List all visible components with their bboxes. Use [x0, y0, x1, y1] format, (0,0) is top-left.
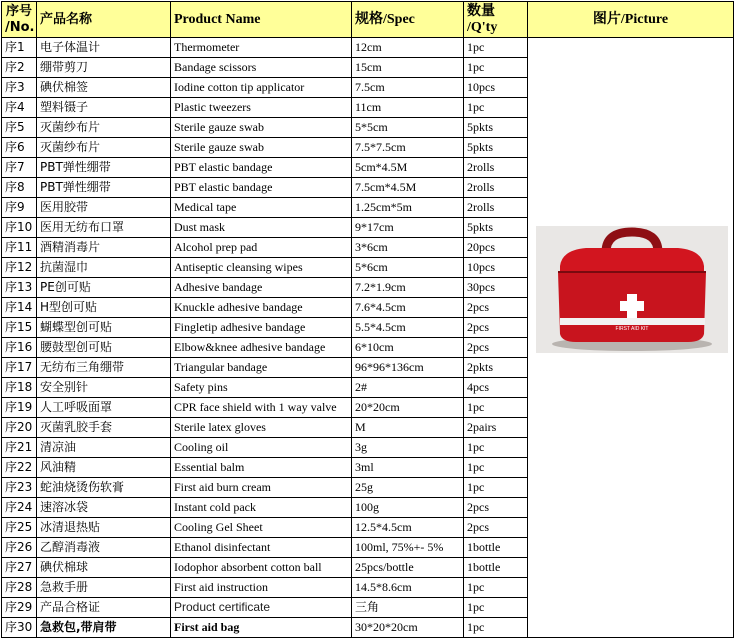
row-cn-name: 抗菌湿巾 [37, 258, 171, 278]
bag-label: FIRST AID KIT [615, 326, 649, 332]
row-spec: 7.5cm [352, 78, 464, 98]
row-spec: M [352, 418, 464, 438]
row-spec: 7.5*7.5cm [352, 138, 464, 158]
row-number: 序22 [2, 458, 37, 478]
row-qty: 10pcs [464, 258, 528, 278]
row-cn-name: 急救包,带肩带 [37, 618, 171, 638]
row-en-name: Dust mask [171, 218, 352, 238]
row-cn-name: H型创可贴 [37, 298, 171, 318]
row-number: 序8 [2, 178, 37, 198]
row-en-name: PBT elastic bandage [171, 158, 352, 178]
row-spec: 100g [352, 498, 464, 518]
row-qty: 1pc [464, 598, 528, 618]
row-qty: 1bottle [464, 538, 528, 558]
row-spec: 5*5cm [352, 118, 464, 138]
row-qty: 2rolls [464, 198, 528, 218]
row-qty: 10pcs [464, 78, 528, 98]
row-cn-name: 灭菌纱布片 [37, 118, 171, 138]
row-number: 序15 [2, 318, 37, 338]
row-qty: 1pc [464, 58, 528, 78]
row-en-name: Fingletip adhesive bandage [171, 318, 352, 338]
row-spec: 12cm [352, 38, 464, 58]
row-cn-name: 产品合格证 [37, 598, 171, 618]
row-number: 序1 [2, 38, 37, 58]
row-qty: 2pcs [464, 318, 528, 338]
row-cn-name: 清凉油 [37, 438, 171, 458]
row-qty: 1pc [464, 458, 528, 478]
row-qty: 5pkts [464, 138, 528, 158]
row-qty: 1pc [464, 98, 528, 118]
row-qty: 2rolls [464, 158, 528, 178]
row-number: 序9 [2, 198, 37, 218]
first-aid-bag-image [536, 226, 728, 353]
row-cn-name: 塑料镊子 [37, 98, 171, 118]
row-number: 序2 [2, 58, 37, 78]
row-number: 序25 [2, 518, 37, 538]
row-number: 序20 [2, 418, 37, 438]
row-cn-name: 灭菌乳胶手套 [37, 418, 171, 438]
table-row [2, 38, 734, 58]
row-cn-name: PBT弹性绷带 [37, 158, 171, 178]
row-number: 序30 [2, 618, 37, 638]
row-qty: 1pc [464, 478, 528, 498]
row-en-name: Sterile latex gloves [171, 418, 352, 438]
row-number: 序23 [2, 478, 37, 498]
row-qty: 2pairs [464, 418, 528, 438]
row-spec: 30*20*20cm [352, 618, 464, 638]
row-spec: 12.5*4.5cm [352, 518, 464, 538]
header-no-label: 序号 /No. [5, 3, 35, 35]
row-qty: 4pcs [464, 378, 528, 398]
row-en-name: First aid bag [171, 618, 352, 638]
row-qty: 2rolls [464, 178, 528, 198]
row-cn-name: 安全别针 [37, 378, 171, 398]
row-en-name: Iodophor absorbent cotton ball [171, 558, 352, 578]
row-en-name: Bandage scissors [171, 58, 352, 78]
row-en-name: First aid burn cream [171, 478, 352, 498]
row-number: 序11 [2, 238, 37, 258]
row-en-name: Ethanol disinfectant [171, 538, 352, 558]
row-qty: 2pcs [464, 298, 528, 318]
row-en-name: Cooling oil [171, 438, 352, 458]
row-number: 序5 [2, 118, 37, 138]
row-number: 序7 [2, 158, 37, 178]
row-cn-name: 速溶冰袋 [37, 498, 171, 518]
row-en-name: Plastic tweezers [171, 98, 352, 118]
table-header-row [2, 2, 734, 38]
row-spec: 7.6*4.5cm [352, 298, 464, 318]
row-en-name: Elbow&knee adhesive bandage [171, 338, 352, 358]
header-spec: 规格/Spec [352, 2, 464, 38]
row-qty: 30pcs [464, 278, 528, 298]
row-spec: 7.2*1.9cm [352, 278, 464, 298]
row-spec: 14.5*8.6cm [352, 578, 464, 598]
row-number: 序24 [2, 498, 37, 518]
row-en-name: Cooling Gel Sheet [171, 518, 352, 538]
row-qty: 1bottle [464, 558, 528, 578]
row-cn-name: 腰鼓型创可贴 [37, 338, 171, 358]
row-spec: 3g [352, 438, 464, 458]
row-spec: 三角 [352, 598, 464, 618]
header-qty [464, 2, 528, 38]
first-aid-bag-illustration [536, 226, 728, 353]
row-number: 序17 [2, 358, 37, 378]
row-en-name: Sterile gauze swab [171, 138, 352, 158]
row-en-name: Essential balm [171, 458, 352, 478]
row-en-name: Adhesive bandage [171, 278, 352, 298]
row-en-name: Medical tape [171, 198, 352, 218]
row-en-name: Knuckle adhesive bandage [171, 298, 352, 318]
row-spec: 3*6cm [352, 238, 464, 258]
row-number: 序12 [2, 258, 37, 278]
row-qty: 2pkts [464, 358, 528, 378]
row-cn-name: 急救手册 [37, 578, 171, 598]
row-cn-name: 碘伏棉签 [37, 78, 171, 98]
row-cn-name: 乙醇消毒液 [37, 538, 171, 558]
row-cn-name: PE创可贴 [37, 278, 171, 298]
row-number: 序28 [2, 578, 37, 598]
row-spec: 1.25cm*5m [352, 198, 464, 218]
row-cn-name: 无纺布三角绷带 [37, 358, 171, 378]
row-number: 序29 [2, 598, 37, 618]
row-spec: 96*96*136cm [352, 358, 464, 378]
row-spec: 15cm [352, 58, 464, 78]
row-qty: 20pcs [464, 238, 528, 258]
row-spec: 9*17cm [352, 218, 464, 238]
row-en-name: Triangular bandage [171, 358, 352, 378]
row-cn-name: 冰清退热贴 [37, 518, 171, 538]
header-cn-name: 产品名称 [37, 2, 171, 38]
row-spec: 25pcs/bottle [352, 558, 464, 578]
row-qty: 1pc [464, 438, 528, 458]
row-spec: 3ml [352, 458, 464, 478]
row-number: 序13 [2, 278, 37, 298]
row-cn-name: 灭菌纱布片 [37, 138, 171, 158]
row-en-name: Safety pins [171, 378, 352, 398]
row-spec: 6*10cm [352, 338, 464, 358]
row-qty: 5pkts [464, 218, 528, 238]
row-number: 序19 [2, 398, 37, 418]
row-cn-name: 医用无纺布口罩 [37, 218, 171, 238]
row-spec: 25g [352, 478, 464, 498]
row-qty: 1pc [464, 38, 528, 58]
row-en-name: Instant cold pack [171, 498, 352, 518]
row-en-name: Sterile gauze swab [171, 118, 352, 138]
row-spec: 100ml, 75%+- 5% [352, 538, 464, 558]
row-number: 序4 [2, 98, 37, 118]
row-en-name: PBT elastic bandage [171, 178, 352, 198]
header-picture: 图片/Picture [528, 2, 734, 38]
row-cn-name: 蝴蝶型创可贴 [37, 318, 171, 338]
row-number: 序6 [2, 138, 37, 158]
row-qty: 1pc [464, 398, 528, 418]
header-en-name: Product Name [171, 2, 352, 38]
row-number: 序3 [2, 78, 37, 98]
row-en-name: Product certificate [171, 598, 352, 618]
row-en-name: Antiseptic cleansing wipes [171, 258, 352, 278]
row-en-name: CPR face shield with 1 way valve [171, 398, 352, 418]
row-spec: 5*6cm [352, 258, 464, 278]
row-number: 序10 [2, 218, 37, 238]
row-cn-name: 绷带剪刀 [37, 58, 171, 78]
row-cn-name: 医用胶带 [37, 198, 171, 218]
row-cn-name: 电子体温计 [37, 38, 171, 58]
row-number: 序14 [2, 298, 37, 318]
row-en-name: Iodine cotton tip applicator [171, 78, 352, 98]
row-spec: 5cm*4.5M [352, 158, 464, 178]
row-qty: 1pc [464, 578, 528, 598]
row-number: 序26 [2, 538, 37, 558]
row-qty: 2pcs [464, 338, 528, 358]
row-number: 序21 [2, 438, 37, 458]
row-qty: 2pcs [464, 498, 528, 518]
row-qty: 5pkts [464, 118, 528, 138]
row-en-name: First aid instruction [171, 578, 352, 598]
row-cn-name: 碘伏棉球 [37, 558, 171, 578]
row-number: 序18 [2, 378, 37, 398]
row-spec: 7.5cm*4.5M [352, 178, 464, 198]
row-spec: 5.5*4.5cm [352, 318, 464, 338]
row-cn-name: PBT弹性绷带 [37, 178, 171, 198]
row-cn-name: 蛇油烧烫伤软膏 [37, 478, 171, 498]
row-qty: 1pc [464, 618, 528, 638]
row-cn-name: 风油精 [37, 458, 171, 478]
row-number: 序27 [2, 558, 37, 578]
header-qty-label: 数量 /Q'ty [467, 3, 498, 35]
row-en-name: Thermometer [171, 38, 352, 58]
header-no [2, 2, 37, 38]
row-number: 序16 [2, 338, 37, 358]
row-cn-name: 酒精消毒片 [37, 238, 171, 258]
row-cn-name: 人工呼吸面罩 [37, 398, 171, 418]
row-spec: 2# [352, 378, 464, 398]
row-spec: 11cm [352, 98, 464, 118]
row-qty: 2pcs [464, 518, 528, 538]
row-en-name: Alcohol prep pad [171, 238, 352, 258]
row-spec: 20*20cm [352, 398, 464, 418]
